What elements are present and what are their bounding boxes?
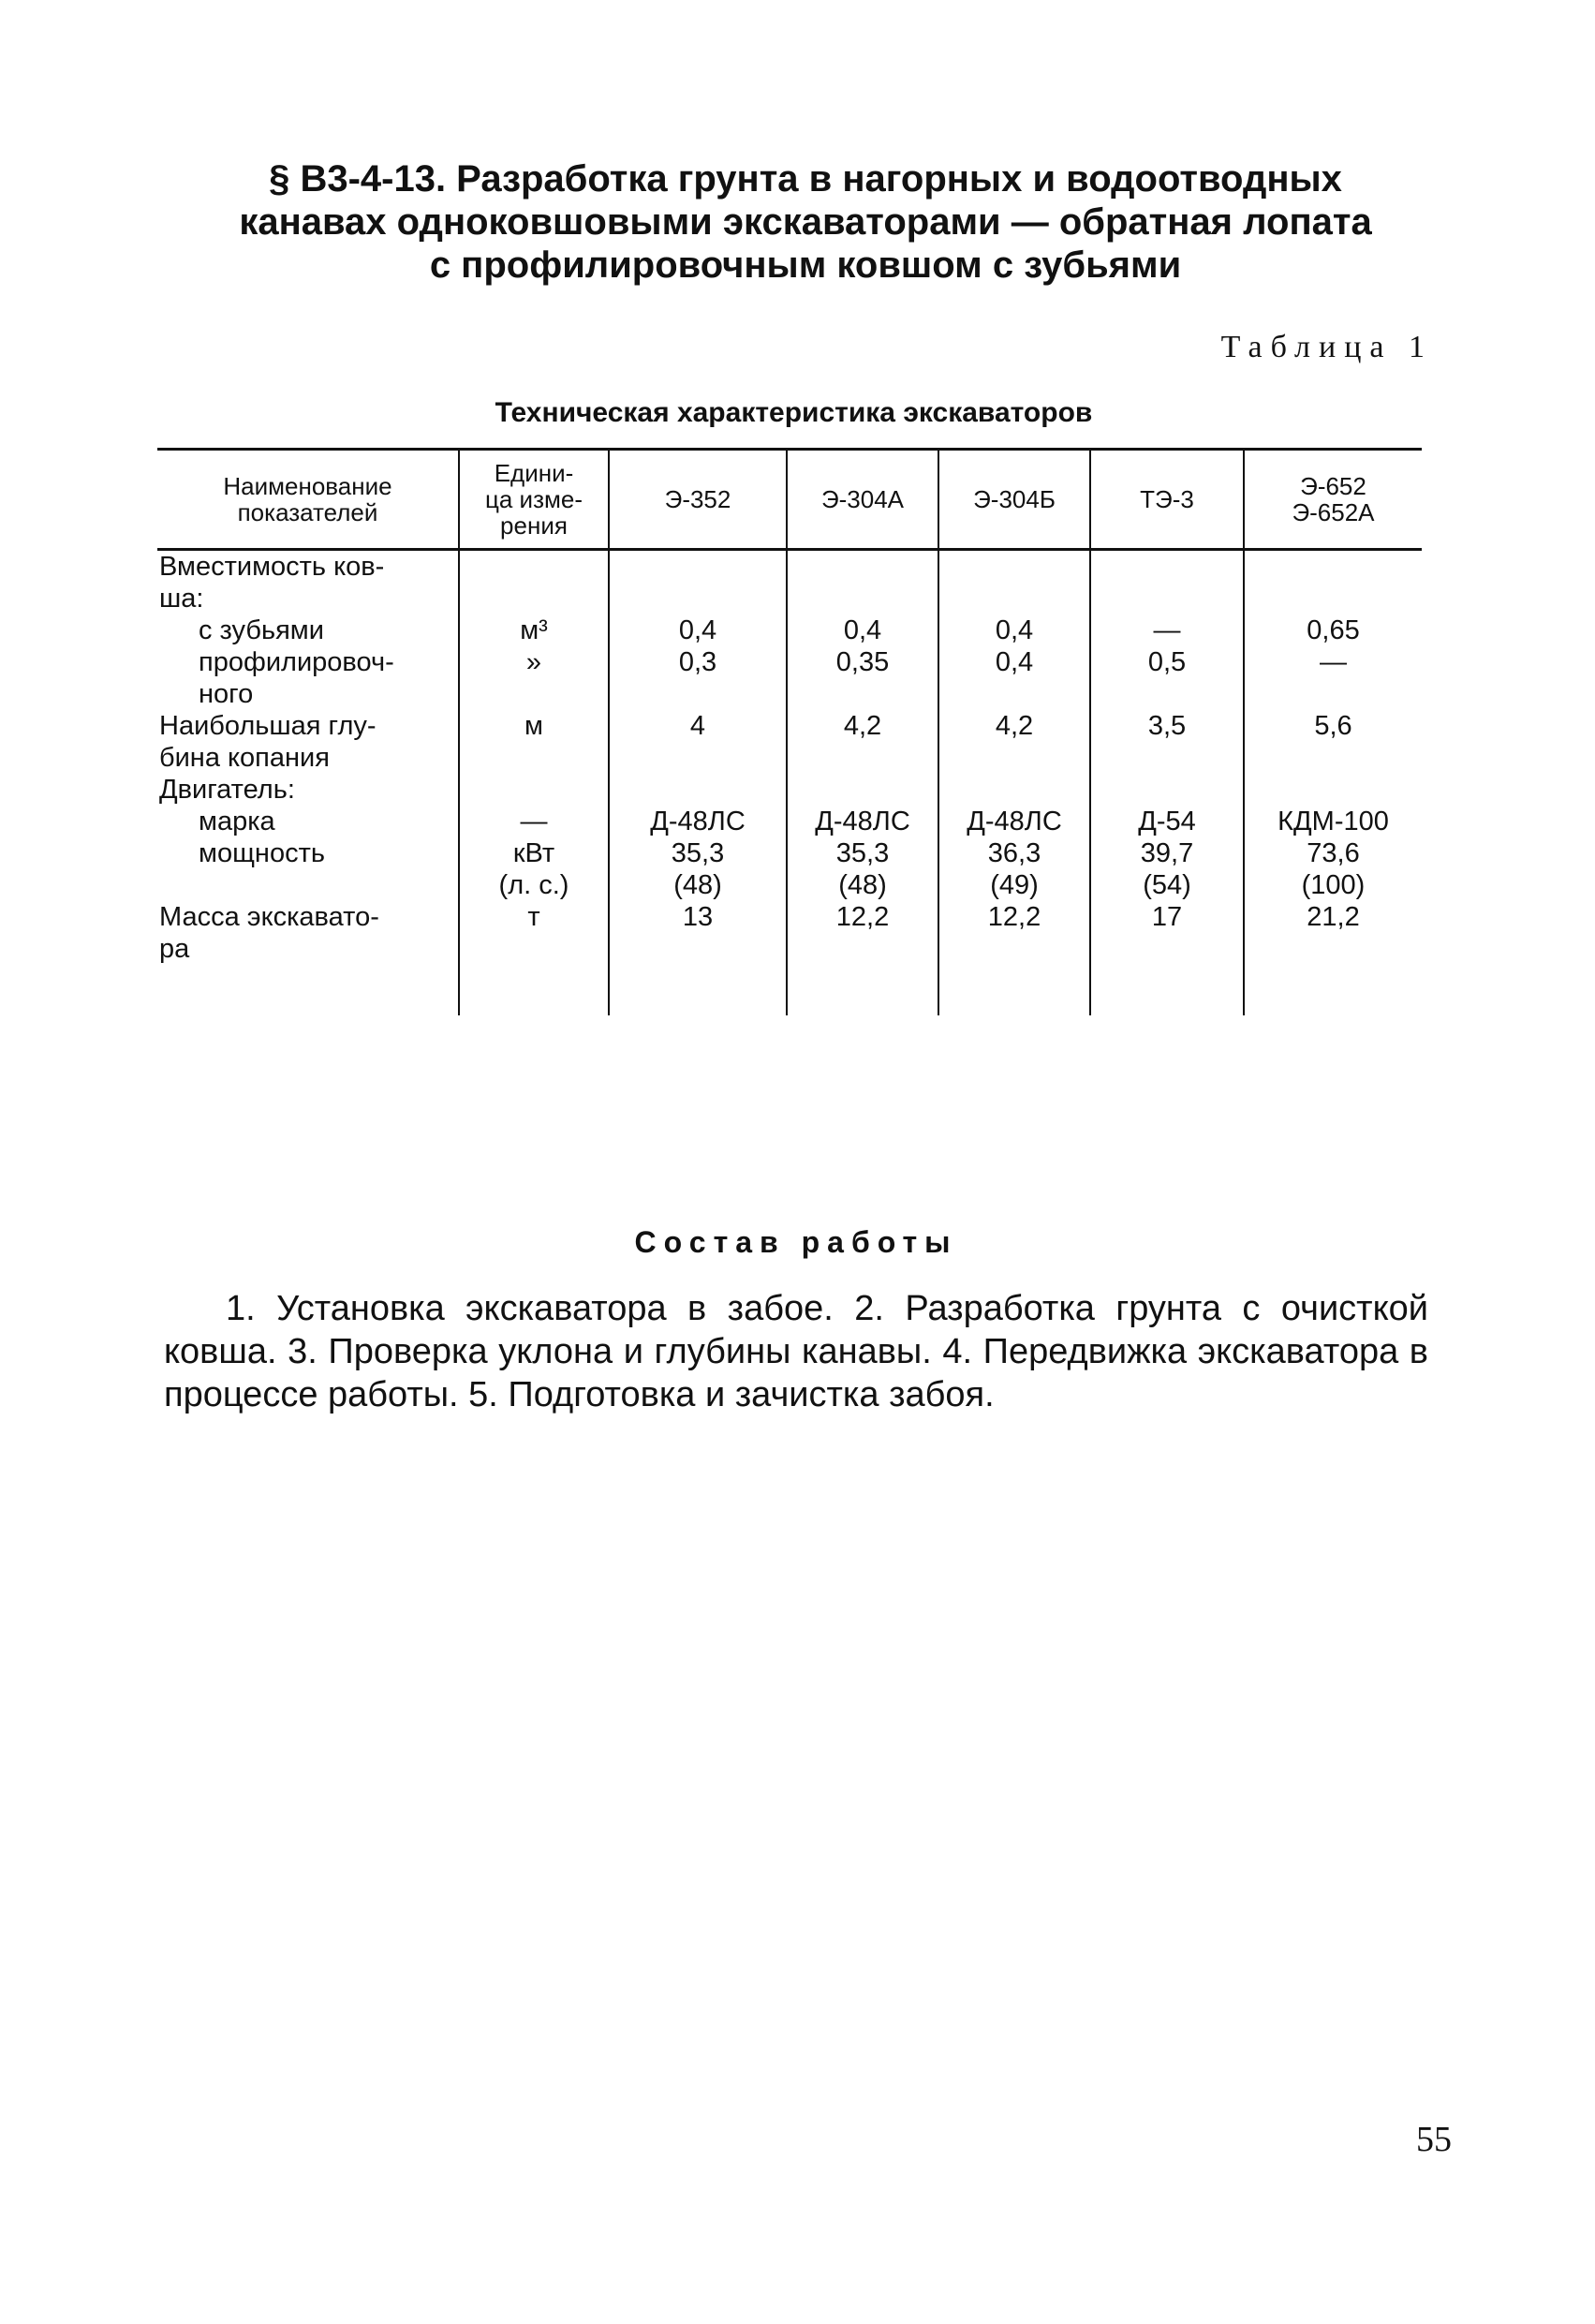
header-e652-line-1: Э-652 (1300, 472, 1366, 500)
mass-e652: 21,2 (1244, 901, 1422, 965)
engine-e304b-kw: 36,3 (987, 838, 1041, 868)
engine-brand-label: марка (199, 807, 275, 836)
bucket-e304a-teeth: 0,4 (843, 615, 882, 645)
section-heading (150, 157, 1461, 287)
depth-name-line-2: бина копания (159, 743, 330, 773)
bucket-e304a-prof: 0,35 (835, 647, 890, 677)
engine-e652-brand: КДМ-100 (1277, 807, 1389, 836)
header-unit-line-2: ца изме- (484, 485, 583, 513)
heading-line-3: с профилировочным ковшом с зубьями (429, 244, 1182, 286)
row-name-depth (157, 710, 459, 774)
mass-e352: 13 (609, 901, 787, 965)
depth-e352: 4 (609, 710, 787, 774)
header-e352: Э-352 (609, 450, 787, 550)
header-name-line-1: Наименование (223, 472, 392, 500)
header-name-line-2: показателей (237, 498, 378, 526)
bucket-e304b (938, 550, 1090, 711)
bucket-te3 (1090, 550, 1244, 711)
header-e652 (1244, 450, 1422, 550)
mass-e304a: 12,2 (787, 901, 938, 965)
heading-line-1: § В3-4-13. Разработка грунта в нагорных и водоотводных (269, 158, 1342, 200)
table-header-row (157, 450, 1422, 550)
table-number-label: Таблица 1 (1220, 330, 1433, 364)
mass-e304b: 12,2 (938, 901, 1090, 965)
depth-e652: 5,6 (1244, 710, 1422, 774)
bucket-e304b-teeth: 0,4 (995, 615, 1034, 645)
bucket-e652 (1244, 550, 1422, 711)
work-composition-title: Состав работы (634, 1225, 958, 1259)
engine-e304b-hp: (49) (990, 870, 1039, 900)
engine-e652 (1244, 774, 1422, 901)
bucket-e352-teeth: 0,4 (678, 615, 717, 645)
table-row-mass (157, 901, 1422, 965)
table-spacer-row (157, 965, 1422, 1015)
bucket-e652-prof: — (1320, 647, 1347, 677)
row-name-bucket (157, 550, 459, 711)
bucket-name-line-1: Вместимость ков- (159, 552, 385, 582)
work-composition-text: 1. Установка экскаватора в забое. 2. Разработка грунта с очисткой ковша. 3. Проверка уклона и глубины канавы. 4. Передвижка экскаватора в процессе работы. 5. Подготовка и зачистка забоя. (164, 1289, 1428, 1414)
bucket-teeth-label: с зубьями (199, 615, 324, 645)
row-name-mass (157, 901, 459, 965)
table-row-depth (157, 710, 1422, 774)
engine-power-label: мощность (199, 838, 325, 868)
table-row-engine (157, 774, 1422, 901)
engine-te3-hp: (54) (1143, 870, 1191, 900)
engine-unit-power-kw: кВт (512, 838, 555, 868)
bucket-e352 (609, 550, 787, 711)
engine-e352 (609, 774, 787, 901)
engine-e304a-hp: (48) (838, 870, 887, 900)
depth-e304b: 4,2 (938, 710, 1090, 774)
engine-e304b (938, 774, 1090, 901)
engine-e304a (787, 774, 938, 901)
engine-e304a-kw: 35,3 (835, 838, 890, 868)
engine-unit-power-hp: (л. с.) (498, 870, 569, 900)
heading-line-2: канавах одноковшовыми экскаваторами — обратная лопата (239, 201, 1372, 243)
bucket-unit-teeth: м³ (520, 615, 548, 645)
header-e304b: Э-304Б (938, 450, 1090, 550)
bucket-name-line-2: ша: (159, 584, 204, 614)
header-e304a: Э-304А (787, 450, 938, 550)
bucket-prof-label-1: профилировоч- (199, 647, 394, 677)
bucket-prof-label-2: ного (199, 679, 254, 709)
excavator-spec-table (157, 448, 1422, 1015)
header-te3: ТЭ-3 (1090, 450, 1244, 550)
engine-name: Двигатель: (159, 775, 295, 805)
engine-e652-kw: 73,6 (1307, 838, 1360, 868)
row-unit-bucket (459, 550, 609, 711)
header-unit (459, 450, 609, 550)
bucket-e652-teeth: 0,65 (1307, 615, 1360, 645)
depth-e304a: 4,2 (787, 710, 938, 774)
engine-unit-brand: — (520, 807, 548, 836)
depth-unit: м (459, 710, 609, 774)
bucket-te3-prof: 0,5 (1147, 647, 1187, 677)
header-unit-line-3: рения (500, 511, 568, 540)
engine-e352-brand: Д-48ЛС (650, 807, 746, 836)
table-row-bucket (157, 550, 1422, 711)
depth-name-line-1: Наибольшая глу- (159, 711, 377, 741)
bucket-e304b-prof: 0,4 (995, 647, 1034, 677)
row-name-engine (157, 774, 459, 901)
engine-te3-brand: Д-54 (1138, 807, 1196, 836)
mass-name-line-1: Масса экскавато- (159, 902, 379, 932)
engine-e304b-brand: Д-48ЛС (967, 807, 1062, 836)
engine-e352-hp: (48) (673, 870, 722, 900)
engine-unit (459, 774, 609, 901)
mass-name-line-2: ра (159, 934, 190, 964)
engine-e304a-brand: Д-48ЛС (815, 807, 910, 836)
bucket-te3-teeth: — (1153, 615, 1181, 645)
table-caption: Техническая характеристика экскаваторов (495, 397, 1093, 428)
engine-te3-kw: 39,7 (1140, 838, 1194, 868)
header-name (157, 450, 459, 550)
mass-te3: 17 (1090, 901, 1244, 965)
header-e652-line-2: Э-652А (1292, 498, 1375, 526)
page-number: 55 (1416, 2120, 1452, 2159)
engine-e652-hp: (100) (1301, 870, 1366, 900)
bucket-e304a (787, 550, 938, 711)
header-unit-line-1: Едини- (494, 459, 574, 487)
engine-e352-kw: 35,3 (671, 838, 725, 868)
engine-te3 (1090, 774, 1244, 901)
bucket-unit-prof: » (525, 647, 542, 677)
depth-te3: 3,5 (1090, 710, 1244, 774)
mass-unit: т (459, 901, 609, 965)
bucket-e352-prof: 0,3 (678, 647, 717, 677)
